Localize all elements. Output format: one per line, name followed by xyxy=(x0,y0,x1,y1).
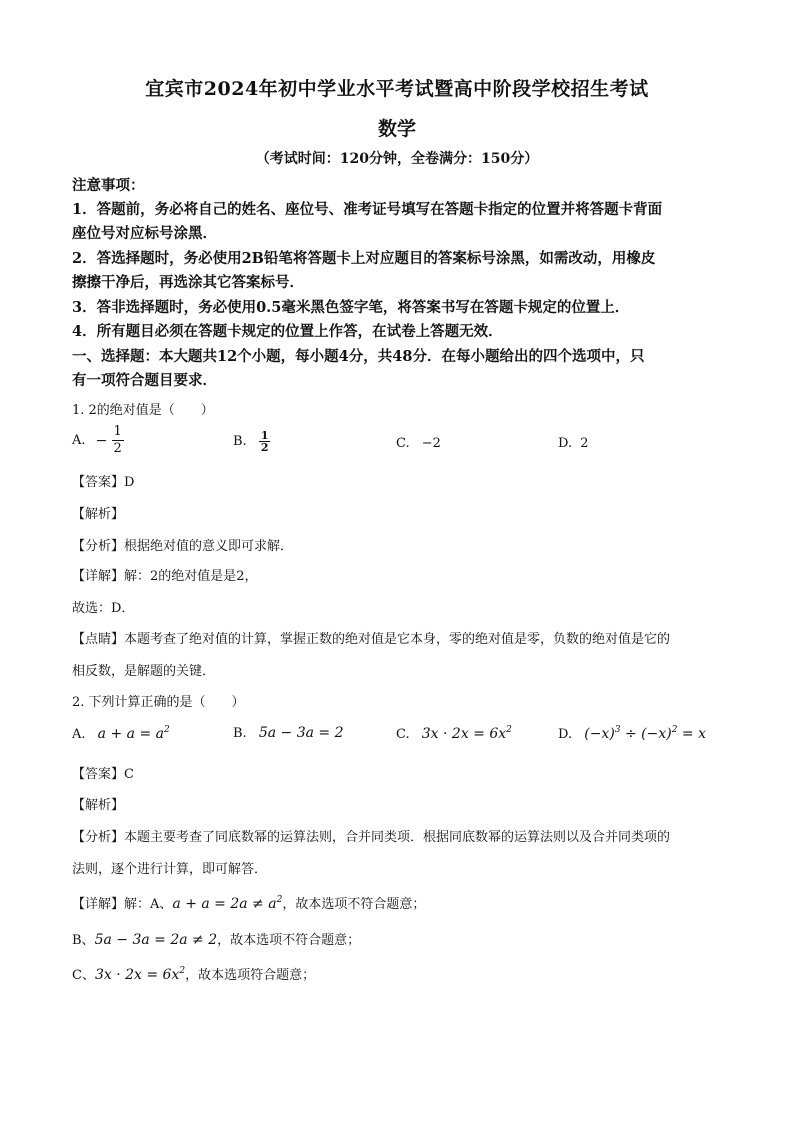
q1-option-b xyxy=(233,430,270,453)
option-c-expression: $3x \cdot 2x = 6x^2$ xyxy=(421,725,512,742)
notice-line: 座位号对应标号涂黑． xyxy=(72,225,217,242)
fraction-numerator: 1 xyxy=(113,424,122,439)
option-a-sign: − xyxy=(95,432,108,449)
q2-answer: 【答案】C xyxy=(72,767,134,782)
option-label: A. xyxy=(72,727,86,742)
option-label: B. xyxy=(233,434,247,449)
q1-answer: 【答案】D xyxy=(72,475,135,490)
q1-xiangjie: 【详解】解：2的绝对值是是2， xyxy=(72,569,258,584)
q2-xiangjie: 【详解】解：A、$a + a = 2a \ne a^2$，故本选项不符合题意； xyxy=(72,895,426,912)
notice-line: 4．所有题目必须在答题卡规定的位置上作答，在试卷上答题无效． xyxy=(72,323,503,340)
q1-option-d xyxy=(558,436,589,451)
option-label: B. xyxy=(233,726,247,741)
fraction-numerator: 1 xyxy=(260,429,269,442)
q2-analysis-tag: 【解析】 xyxy=(72,798,125,813)
option-d-value: 2 xyxy=(580,436,589,451)
section-heading: 一、选择题：本大题共12个小题，每小题4分，共48分．在每小题给出的四个选项中，只 xyxy=(72,348,645,365)
section-heading-cont: 有一项符合题目要求． xyxy=(72,372,217,389)
q1-option-c xyxy=(396,436,441,451)
q2-xiangjie-expression: $a + a = 2a \ne a^2$ xyxy=(172,895,283,912)
subject-title: 数学 xyxy=(377,118,416,140)
q1-fenxi: 【分析】根据绝对值的意义即可求解． xyxy=(72,539,294,554)
q2-line-b: B、5a − 3a = 2a ≠ 2，故本选项不符合题意； xyxy=(72,932,361,948)
question-2-stem: 2. 下列计算正确的是（ ） xyxy=(72,695,245,710)
option-d-expression: $(-x)^3 \div (-x)^2 = x$ xyxy=(584,725,706,742)
q1-dianjing-cont: 相反数，是解题的关键． xyxy=(72,664,216,679)
q2-fenxi: 【分析】本题主要考查了同底数幂的运算法则，合并同类项．根据同底数幂的运算法则以及合并同类项的 xyxy=(72,830,671,845)
notice-heading: 注意事项： xyxy=(72,177,145,194)
fraction-denominator: 2 xyxy=(113,441,122,456)
option-a-fraction xyxy=(112,424,124,457)
q2-line-c: C、$3x \cdot 2x = 6x^2$，故本选项符合题意； xyxy=(72,966,316,983)
notice-line: 1．答题前，务必将自己的姓名、座位号、准考证号填写在答题卡指定的位置并将答题卡背面 xyxy=(72,201,663,218)
exam-time-info: （考试时间：120分钟，全卷满分：150分） xyxy=(255,151,539,167)
option-b-fraction xyxy=(259,430,271,453)
question-1-stem: 1. 2的绝对值是（ ） xyxy=(72,403,214,418)
option-b-expression: 5a − 3a = 2 xyxy=(258,725,344,741)
q1-option-a xyxy=(72,424,124,457)
option-label: D. xyxy=(558,436,573,451)
q1-choice: 故选：D． xyxy=(72,601,135,616)
q1-analysis-tag: 【解析】 xyxy=(72,507,125,522)
option-label: C. xyxy=(396,727,410,742)
q2-option-d xyxy=(558,725,706,742)
option-label: C. xyxy=(396,436,410,451)
notice-line: 2．答选择题时，务必使用2B铅笔将答题卡上对应题目的答案标号涂黑，如需改动，用橡皮 xyxy=(72,250,656,267)
fraction-denominator: 2 xyxy=(260,441,269,454)
q2-option-c xyxy=(396,725,512,742)
option-label: D. xyxy=(558,727,573,742)
option-a-expression: $a + a = a^2$ xyxy=(97,725,170,742)
q2-option-a xyxy=(72,725,170,742)
q2-fenxi-cont: 法则，逐个进行计算，即可解答． xyxy=(72,862,268,877)
q2-line-c-expression: $3x \cdot 2x = 6x^2$ xyxy=(94,966,186,983)
q2-option-b xyxy=(233,725,344,741)
notice-line: 擦擦干净后，再选涂其它答案标号． xyxy=(72,274,304,291)
option-c-value: −2 xyxy=(421,436,441,451)
q1-dianjing: 【点睛】本题考查了绝对值的计算，掌握正数的绝对值是它本身，零的绝对值是零，负数的绝对值是它的 xyxy=(72,632,671,647)
option-label: A. xyxy=(72,433,86,448)
exam-title: 宜宾市2024年初中学业水平考试暨高中阶段学校招生考试 xyxy=(145,78,649,100)
q2-line-b-expression: 5a − 3a = 2a ≠ 2 xyxy=(94,932,218,948)
notice-line: 3．答非选择题时，务必使用0.5毫米黑色签字笔，将答案书写在答题卡规定的位置上． xyxy=(72,299,630,316)
